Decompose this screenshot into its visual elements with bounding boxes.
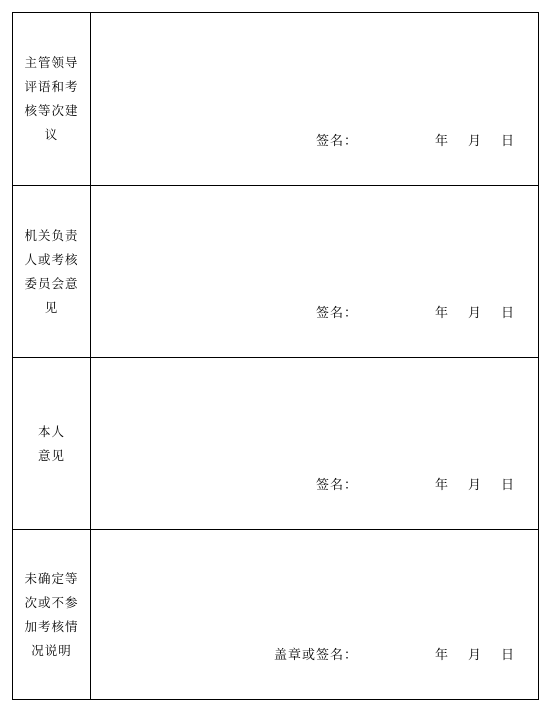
row-label-self: 本人意见 xyxy=(37,423,65,463)
day-label: 日 xyxy=(501,478,516,493)
year-label: 年 xyxy=(435,134,450,149)
row-self-opinion xyxy=(13,357,538,529)
year-label: 年 xyxy=(435,478,450,493)
month-label: 月 xyxy=(468,134,483,149)
row-committee-opinion xyxy=(13,185,538,357)
day-label: 日 xyxy=(501,134,516,149)
row-supervisor-comment xyxy=(13,13,538,185)
appraisal-form-table xyxy=(12,12,539,700)
signature-label: 签名： xyxy=(315,478,358,493)
seal-or-signature-label: 盖章或签名： xyxy=(273,648,358,663)
label-cell xyxy=(13,186,91,357)
signature-label: 签名： xyxy=(315,134,358,149)
row-label-undetermined: 未确定等次或不参加考核情况说明 xyxy=(24,570,79,658)
year-label: 年 xyxy=(435,648,450,663)
day-label: 日 xyxy=(501,648,516,663)
day-label: 日 xyxy=(501,306,516,321)
month-label: 月 xyxy=(468,648,483,663)
label-cell xyxy=(13,530,91,699)
signature-label: 签名： xyxy=(315,306,358,321)
label-cell xyxy=(13,13,91,185)
month-label: 月 xyxy=(468,478,483,493)
label-cell xyxy=(13,358,91,529)
row-label-supervisor: 主管领导评语和考核等次建议 xyxy=(24,55,79,142)
year-label: 年 xyxy=(435,306,450,321)
row-label-committee: 机关负责人或考核委员会意见 xyxy=(24,227,79,315)
row-undetermined-explanation xyxy=(13,529,538,699)
month-label: 月 xyxy=(468,306,483,321)
